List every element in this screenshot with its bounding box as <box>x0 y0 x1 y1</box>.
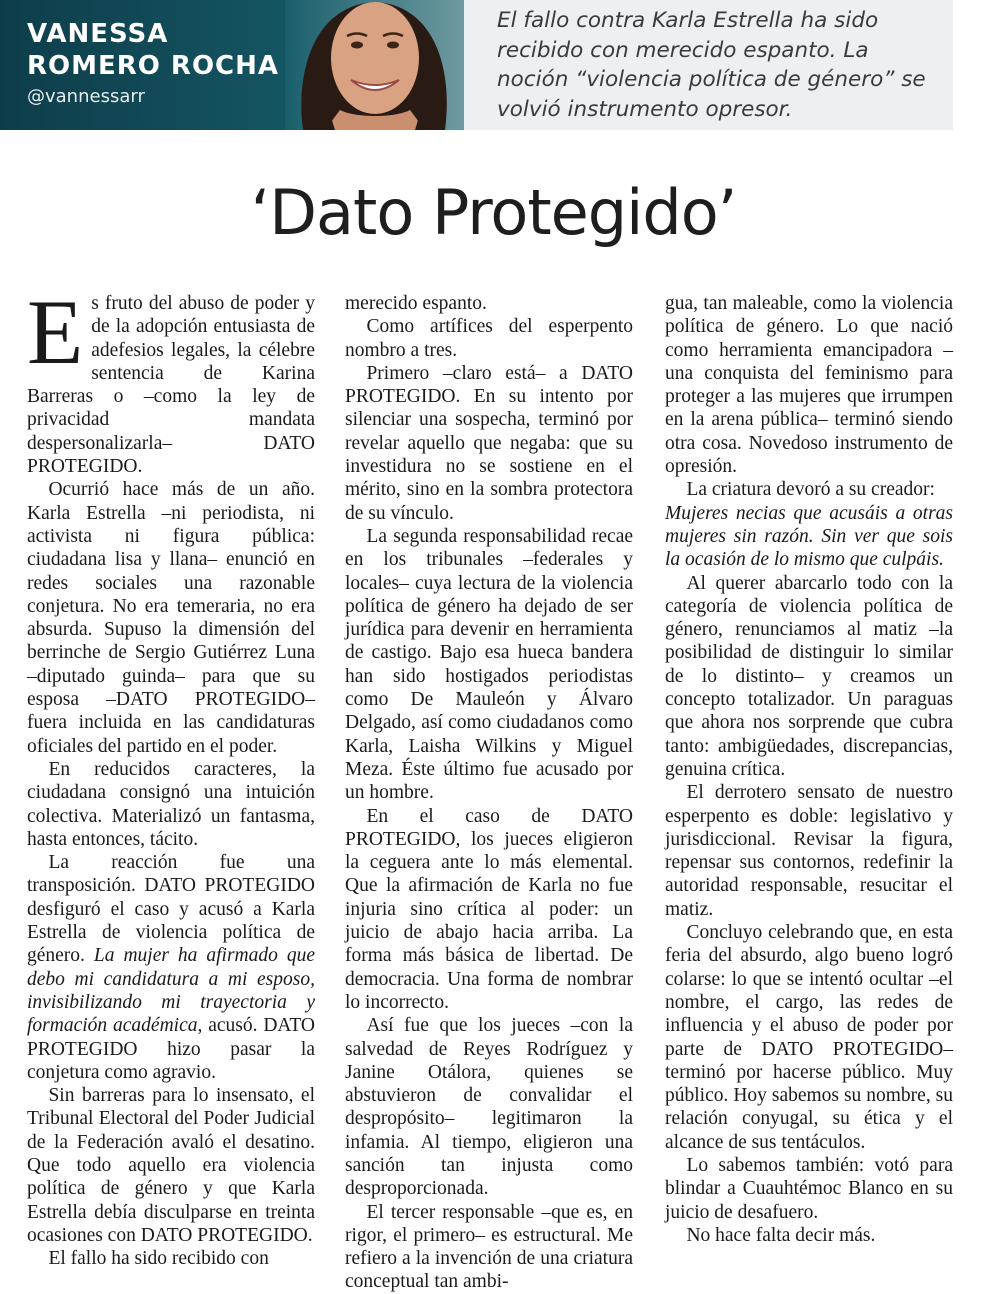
author-banner <box>0 0 464 130</box>
article-column-3 <box>665 292 953 1247</box>
article-paragraph: En el caso de DATO PROTEGIDO, los jueces eligieron la ceguera ante lo más elemental. Que la afirmación de Karla no fue injuria sino crítica al poder: un juicio de abajo hacia arriba. La forma más básica de libertad. De democracia. Una forma de nombrar lo incorrecto. <box>345 805 633 1013</box>
author-name <box>27 18 297 82</box>
article-paragraph: El tercer responsable –que es, en rigor, el primero– es estructural. Me refiero a la invención de una criatura conceptual tan ambi- <box>345 1201 633 1293</box>
article-paragraph <box>27 281 315 478</box>
article-paragraph <box>27 851 315 1084</box>
article-paragraph: merecido espanto. <box>345 293 487 314</box>
article-paragraph: El derrotero sensato de nuestro esperpento es doble: legislativo y jurisdiccional. Revisar la figura, repensar sus contornos, redefinir la autoridad responsable, resucitar el matiz. <box>665 782 953 920</box>
author-photo <box>285 0 464 130</box>
article-paragraph: Lo sabemos también: votó para blindar a Cuauhtémoc Blanco en su juicio de desafuero. <box>665 1154 953 1223</box>
article-paragraph: Sin barreras para lo insensato, el Tribunal Electoral del Poder Judicial de la Federación avaló el desatino. Que todo aquello era violencia política de género y que Karla Estrella debía disculparse en treinta ocasiones con DATO PROTEGIDO. <box>27 1085 315 1246</box>
article-paragraph: Primero –claro está– a DATO PROTEGIDO. En su intento por silenciar una sospecha, terminó por revelar aquello que negaba: que su investidura no se sostiene en el mérito, sino en la sombra protectora de su vínculo. <box>345 362 633 524</box>
article-paragraph: Así fue que los jueces –con la salvedad de Reyes Rodríguez y Janine Otálora, quienes se abstuvieron de convalidar el despropósito– legitimaron la infamia. Al tiempo, eligieron una sanción tan injusta como desproporcionada. <box>345 1015 633 1200</box>
article-paragraph: En reducidos caracteres, la ciudadana consignó una intuición colectiva. Materializó un fantasma, hasta entonces, tácito. <box>27 758 315 850</box>
article-title: ‘Dato Protegido’ <box>250 176 737 249</box>
article-column-2 <box>345 292 633 1294</box>
paragraph-text: La reacción fue una transposición. DATO PROTEGIDO desfiguró el caso y acusó a Karla Estrella de violencia política de género. <box>27 852 315 967</box>
column-deck: El fallo contra Karla Estrella ha sido recibido con merecido espanto. La noción “violencia política de género” se volvió instrumento opresor. <box>497 8 926 122</box>
paragraph-text: s fruto del abuso de poder y de la adopción entusiasta de adefesios legales, la célebre sentencia de Karina Barreras o –como la ley de privacidad mandata despersonalizarla– DATO PROTEGIDO. <box>27 293 315 478</box>
article-paragraph: Como artífices del esperpento nombro a tres. <box>345 316 633 361</box>
author-name-line1: VANESSA <box>27 19 169 49</box>
article-paragraph: gua, tan maleable, como la violencia política de género. Lo que nació como herramienta emancipadora –una conquista del feminismo para proteger a las mujeres que irrumpen en la arena pública– terminó siendo otra cosa. Novedoso instrumento de opresión. <box>665 293 953 478</box>
article-paragraph: La segunda responsabilidad recae en los tribunales –federales y locales– cuya lectura de la violencia política de género ha dejado de ser jurídica para devenir en herramienta de castigo. Bajo esa hueca bandera han sido hostigados periodistas como De Mauleón y Álvaro Delgado, así como ciudadanos como Karla, Laisha Wilkins y Miguel Meza. Éste último fue acusado por un hombre. <box>345 525 633 804</box>
article-column-1 <box>27 281 316 1270</box>
italic-quote: La mujer ha afirmado que debo mi candidatura a mi esposo, invisibilizando mi trayectoria y formación académica, <box>27 945 316 1037</box>
article-paragraph: Concluyo celebrando que, en esta feria del absurdo, algo bueno logró colarse: lo que se intentó ocultar –el nombre, el cargo, las redes de influencia y el abuso de poder por parte de DATO PROTEGIDO– terminó por hacerse público. Muy público. Hoy sabemos su nombre, su relación conyugal, su ética y el alcance de sus tentáculos. <box>665 922 953 1153</box>
article-paragraph: Ocurrió hace más de un año. Karla Estrella –ni periodista, ni activista ni figura pública: ciudadana lisa y llana– enunció en redes sociales una razonable conjetura. No era temeraria, no era absurda. Supuso la dimensión del berrinche de Sergio Gutiérrez Luna –diputado guinda– para que su esposa –DATO PROTEGIDO– fuera incluida en las candidaturas oficiales del partido en el poder. <box>27 479 315 757</box>
column-header <box>0 0 953 130</box>
article-paragraph: El fallo ha sido recibido con <box>48 1248 269 1270</box>
article-paragraph: La criatura devoró a su creador: <box>686 479 935 501</box>
article-paragraph: No hace falta decir más. <box>686 1224 876 1246</box>
author-name-line2: ROMERO ROCHA <box>27 51 280 81</box>
author-handle: @vannessarr <box>27 86 145 107</box>
paragraph-text: acusó. DATO PROTEGIDO hizo pasar la conjetura como agravio. <box>27 1015 315 1083</box>
article-paragraph: Al querer abarcarlo todo con la categoría de violencia política de género, renunciamos al matiz –la posibilidad de distinguir lo similar de lo distinto– y creamos un concepto totalizador. Un paraguas que ahora nos sorprende que cubra tanto: ambigüedades, discrepancias, genuina crítica. <box>665 572 953 780</box>
drop-cap: E <box>27 281 84 383</box>
italic-quote: Mujeres necias que acusáis a otras mujeres sin razón. Sin ver que sois la ocasión de lo mismo que culpáis. <box>665 502 953 571</box>
